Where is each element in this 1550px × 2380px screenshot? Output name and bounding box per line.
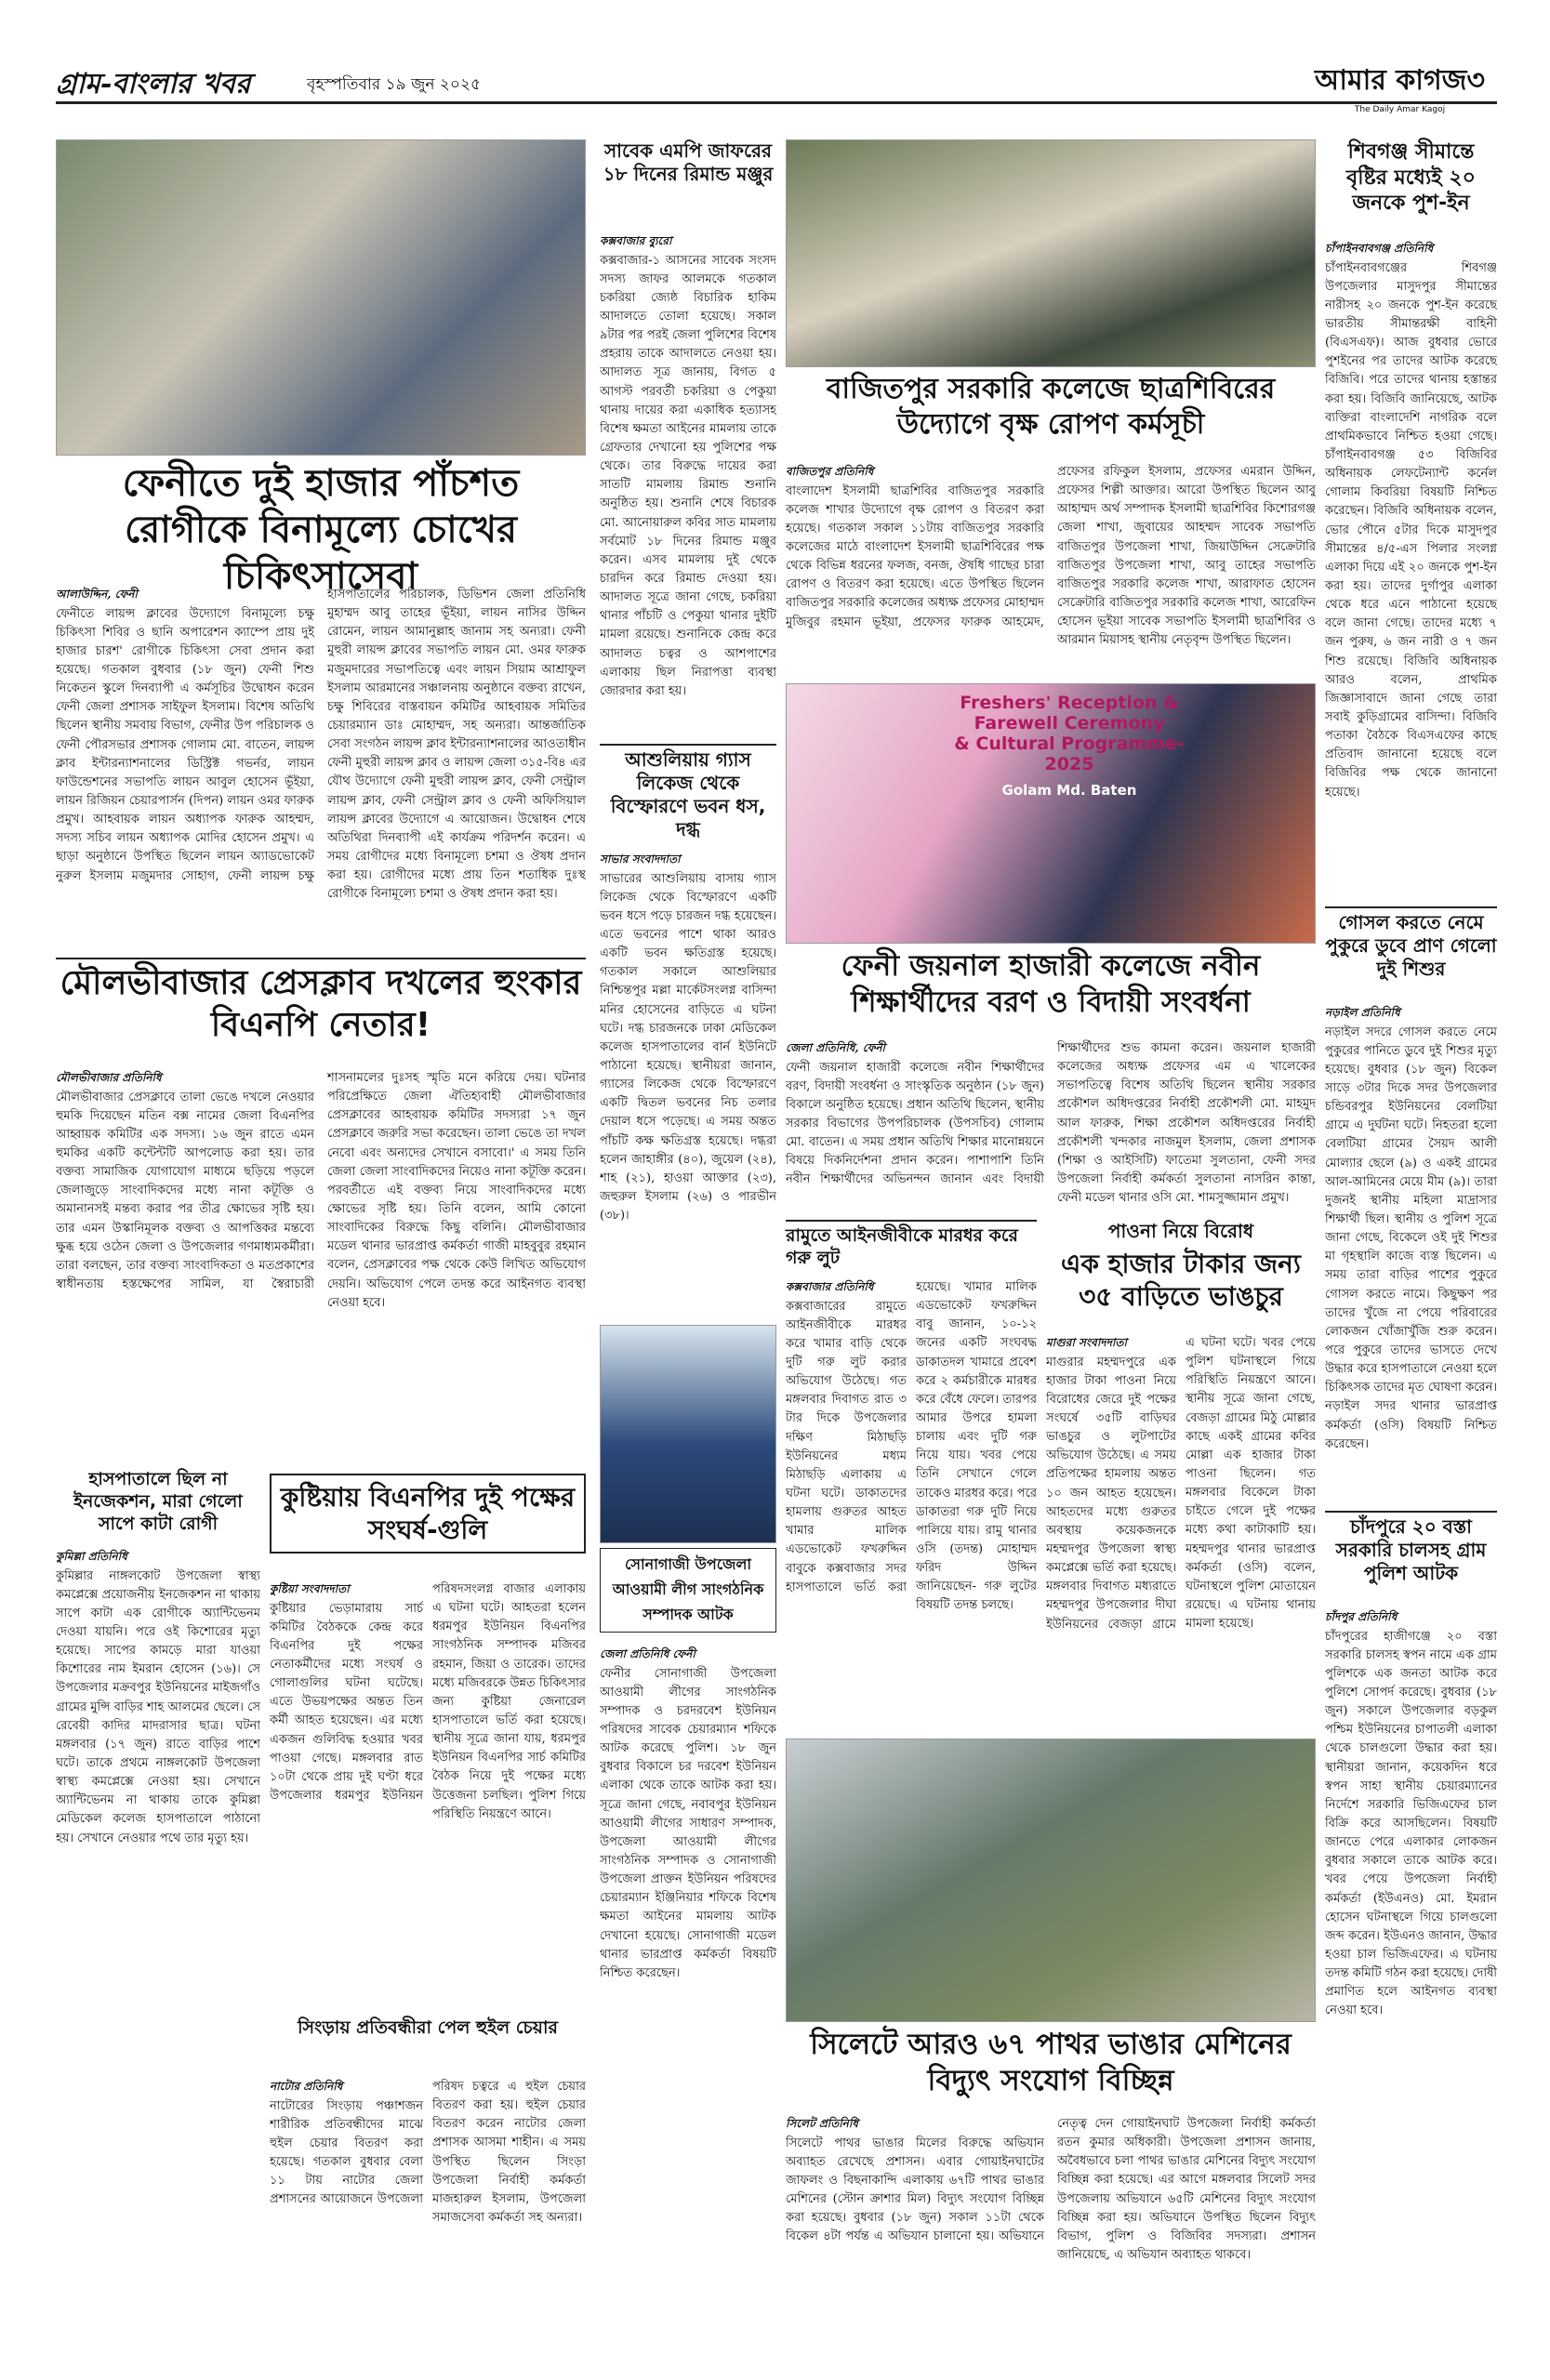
article-chandpur-rice bbox=[1325, 1608, 1497, 2324]
headline-moulvibazar-press: মৌলভীবাজার প্রেসক্লাব দখলের হুংকার বিএনপি নেতার! bbox=[60, 964, 582, 1044]
photo-eye-camp bbox=[56, 139, 586, 456]
headline-ramu-cattle: রামুতে আইনজীবীকে মারধর করে গরু লুট bbox=[786, 1225, 1018, 1268]
headline-feni-eye-camp: ফেনীতে দুই হাজার পাঁচশত রোগীকে বিনামূল্যে চোখের চিকিৎসাসেবা bbox=[122, 462, 520, 598]
byline: সিলেট প্রতিনিধি bbox=[786, 2117, 858, 2130]
article-snakebite bbox=[56, 1548, 260, 2324]
headline-feni-college: ফেনী জয়নাল হাজারী কলেজে নবীন শিক্ষার্থীদের বরণ ও বিদায়ী সংবর্ধনা bbox=[841, 949, 1261, 1019]
byline: সাভার সংবাদদাতা bbox=[600, 853, 681, 866]
headline-kushtia-bnp: কুষ্টিয়ায় বিএনপির দুই পক্ষের সংঘর্ষ-গুলি bbox=[270, 1474, 586, 1554]
headline-singra: সিংড়ায় প্রতিবন্ধীরা পেল হুইল চেয়ার bbox=[298, 2017, 558, 2038]
photo-portrait bbox=[600, 1325, 776, 1543]
headline-jafar-remand: সাবেক এমপি জাফরের ১৮ দিনের রিমান্ড মঞ্জুর bbox=[603, 139, 774, 185]
issue-date: বৃহস্পতিবার ১৯ জুন ২০২৫ bbox=[307, 75, 482, 94]
article-ramu-cattle bbox=[786, 1278, 1037, 1734]
byline: জেলা প্রতিনিধি ফেনী bbox=[600, 1647, 696, 1660]
divider bbox=[600, 744, 776, 746]
article-body: চাঁদপুরের হাজীগঞ্জে ২০ বস্তা সরকারি চালসহ স্বপন নামে এক গ্রাম পুলিশকে এক জনতা আটক করে পুলিশে সোপর্দ করেছে। বুধবার (১৮ জুন) সকালে উপজেলার বড়কুল পশ্চিম ইউনিয়নের চাপাতলী এলাকা থেকে চালগুলো উদ্ধার করা হয়। স্থানীয়রা জানান, কয়েকদিন ধরে স্বপন সাহা স্থানীয় চেয়ারম্যানের নির্দেশে সরকারি ভিজিএফের চাল বিক্রি করে আসছিলেন। বিষয়টি জানতে পেরে এলাকার লোকজন বুধবার সকালে তাকে আটক করে। খবর পেয়ে উপজেলা নির্বাহী কর্মকর্তা (ইউএনও) মো. ইমরান হোসেন ঘটনাস্থলে গিয়ে চালগুলো জব্দ করেন। ইউএনও জানান, উদ্ধার হওয়া চাল ভিজিএফের। এ ঘটনায় তদন্ত কমিটি গঠন করা হয়েছে। দোষী প্রমাণিত হলে আইনগত ব্যবস্থা নেওয়া হবে। bbox=[1325, 1629, 1497, 2018]
headline-shibganj-pushin: শিবগঞ্জ সীমান্তে বৃষ্টির মধ্যেই ২০ জনকে পুশ-ইন bbox=[1346, 140, 1476, 215]
banner-line2: & Cultural Programme-2025 bbox=[954, 734, 1185, 774]
article-jafar-remand bbox=[600, 232, 776, 739]
article-body: নাটোরের সিংড়ায় পঞ্চাশজন শারীরিক প্রতিবন্ধীদের মাঝে হুইল চেয়ার বিতরণ করা হয়েছে। গতকাল বুধবার বেলা ১১ টায় নাটোর জেলা প্রশাসনের আয়োজনে উপজেলা পরিষদ চত্বরে এ হুইল চেয়ার বিতরণ করা হয়। হুইল চেয়ার বিতরণ করেন নাটোর জেলা প্রশাসক আসমা শাহীন। এ সময় উপস্থিত ছিলেন সিংড়া উপজেলা নির্বাহী কর্মকর্তা মাজহারুল ইসলাম, উপজেলা সমাজসেবা কর্মকর্তা সহ অন্যরা। bbox=[270, 2080, 586, 2225]
article-sylhet-crusher bbox=[786, 2115, 1316, 2324]
article-kushtia-bnp bbox=[270, 1580, 586, 2013]
divider bbox=[1325, 906, 1497, 908]
article-shibganj-pushin bbox=[1325, 240, 1497, 900]
masthead-logo: আমার কাগজ৩ The Daily Amar Kagoj bbox=[1314, 64, 1485, 114]
headline-magura: এক হাজার টাকার জন্য ৩৫ বাড়িতে ভাঙচুর bbox=[1061, 1249, 1301, 1312]
byline: কুমিল্লা প্রতিনিধি bbox=[56, 1550, 127, 1563]
divider bbox=[786, 1220, 1037, 1222]
byline: বাজিতপুর প্রতিনিধি bbox=[786, 465, 874, 478]
article-body: চাঁপাইনবাবগঞ্জের শিবগঞ্জ উপজেলার মাসুদপুর সীমান্তের নারীসহ ২০ জনকে পুশ-ইন করেছে ভারতীয় সীমান্তরক্ষী বাহিনী (বিএসএফ)। আজ বুধবার ভোরে পুশইনের পর তাদের আটক করেছে বিজিবি। পরে তাদের থানায় হস্তান্তর করা হয়। বিজিবি জানিয়েছে, আটক ব্যক্তিরা বাংলাদেশি নাগরিক বলে প্রাথমিকভাবে নিশ্চিত হওয়া গেছে। চাঁপাইনবাবগঞ্জ ৫৩ বিজিবির অধিনায়ক লেফটেন্যান্ট কর্নেল গোলাম কিবরিয়া বিষয়টি নিশ্চিত করেছেন। বিজিবি অধিনায়ক বলেন, ভোর পৌনে ৫টার দিকে মাসুদপুর সীমান্তের ৪/৫-এস পিলার সংলগ্ন এলাকা দিয়ে এই ২০ জনকে পুশ-ইন করা হয়। তাদের দুর্গাপুর এলাকা থেকে ধরে এনে পাঠানো হয়েছে বলে জানা গেছে। তাদের মধ্যে ৭ জন পুরুষ, ৬ জন নারী ও ৭ জন শিশু রয়েছে। বিজিবি অধিনায়ক আরও বলেন, প্রাথমিক জিজ্ঞাসাবাদে জানা গেছে তারা সবাই কুড়িগ্রামের বাসিন্দা। বিজিবি পতাকা বৈঠকে বিএসএফের কাছে প্রতিবাদ জানানো হয়েছে বলে বিজিবির পক্ষ থেকে জানানো হয়েছে। bbox=[1325, 260, 1497, 800]
headline-ashulia-gas: আশুলিয়ায় গ্যাস লিকেজ থেকে বিস্ফোরণে ভবন ধস, দগ্ধ bbox=[610, 748, 766, 840]
article-moulvibazar-press bbox=[56, 1069, 586, 1464]
banner-text bbox=[930, 693, 1209, 799]
article-sonagazi bbox=[600, 1646, 776, 2324]
photo-sylhet-drive bbox=[786, 1739, 1316, 2022]
byline: মৌলভীবাজার প্রতিনিধি bbox=[56, 1071, 162, 1084]
byline: কক্সবাজার প্রতিনিধি bbox=[786, 1280, 874, 1293]
article-feni-college bbox=[786, 1039, 1316, 1216]
byline: জেলা প্রতিনিধি, ফেনী bbox=[786, 1041, 885, 1054]
article-bajitpur-tree bbox=[786, 463, 1316, 654]
article-singra bbox=[270, 2078, 586, 2324]
article-body: কক্সবাজারের রামুতে আইনজীবীকে মারধর করে খামার বাড়ি থেকে দুটি গরু লুট করার অভিযোগ উঠেছে। গত মঙ্গলবার দিবাগত রাত ৩ টার দিকে উপজেলার দক্ষিণ মিঠাছড়ি ইউনিয়নের মধ্যম মিঠাছড়ি এলাকায় এ ঘটনা ঘটে। ডাকাতদের হামলায় গুরুতর আহত খামার মালিক এডভোকেট ফখরুদ্দিন বাবুকে কক্সবাজার সদর হাসপাতালে ভর্তি করা হয়েছে। খামার মালিক এডভোকেট ফখরুদ্দিন বাবু জানান, ১০-১২ জনের একটি সংঘবদ্ধ ডাকাতদল খামারে প্রবেশ করে ২ কর্মচারীকে মারধর করে বেঁধে ফেলে। তারপর আমার উপরে হামলা চালায় এবং দুটি গরু নিয়ে যায়। খবর পেয়ে তিনি সেখানে গেলে তাকেও মারধর করে। পরে ডাকাতরা গরু দুটি নিয়ে পালিয়ে যায়। রামু থানার ওসি (তদন্ত) মোহাম্মদ ফরিদ উদ্দিন জানিয়েছেন- গরু লুটের বিষয়টি তদন্ত চলছে। bbox=[786, 1280, 1037, 1613]
article-body: নড়াইল সদরে গোসল করতে নেমে পুকুরের পানিতে ডুবে দুই শিশুর মৃত্যু হয়েছে। বুধবার (১৮ জুন) বিকেল সাড়ে ৩টার দিকে সদর উপজেলার চন্ডিবরপুর ইউনিয়নের বেলটিয়া গ্রামে এ দুর্ঘটনা ঘটে। নিহতরা হলো বেলটিয়া গ্রামের সৈয়দ আলী মোল্যার ছেলে (৯) ও একই গ্রামের আল-আমিনের মেয়ে মীম (৯)। তারা দুজনই স্থানীয় মহিলা মাদ্রাসার শিক্ষার্থী ছিল। স্থানীয় ও পুলিশ সূত্রে জানা গেছে, বিকেলে ওই দুই শিশুর মা গৃহস্থালি কাজে ব্যস্ত ছিলেন। এ সময় তারা বাড়ির পাশের পুকুরে গোসল করতে নামে। কিছুক্ষণ পর তাদের খুঁজে না পেয়ে পরিবারের লোকজন খোঁজাখুঁজি শুরু করেন। পরে পুকুরে তাদের ভাসতে দেখে উদ্ধার করে হাসপাতালে নেওয়া হলে চিকিৎসক তাদের মৃত ঘোষণা করেন। নড়াইল সদর থানার ভারপ্রাপ্ত কর্মকর্তা (ওসি) বিষয়টি নিশ্চিত করেছেন। bbox=[1325, 1025, 1497, 1451]
article-body: কক্সবাজার-১ আসনের সাবেক সংসদ সদস্য জাফর আলমকে গতকাল চকরিয়া জ্যেষ্ঠ বিচারিক হাকিম আদালতে তোলা হয়েছে। সকাল ৯টার পর পরই জেলা পুলিশের বিশেষ প্রহরায় তাকে আদালতে নেওয়া হয়। আদালত সূত্র জানায়, বিগত ৫ আগস্ট পরবর্তী চকরিয়া ও পেকুয়া থানায় দায়ের করা একাধিক হত্যাসহ বিশেষ ক্ষমতা আইনের মামলায় তাকে গ্রেফতার দেখানো হয় পুলিশের পক্ষ থেকে। তার বিরুদ্ধে দায়ের করা সাতটি মামলায় রিমান্ড শুনানি অনুষ্ঠিত হয়। শুনানি শেষে বিচারক মো. আনোয়ারুল কবির সাত মামলায় সর্বমোট ১৮ দিনের রিমান্ড মঞ্জুর করেন। এসব মামলায় দুই থেকে চারদিন করে রিমান্ড দেওয়া হয়। আদালত সূত্রে জানা গেছে, চকরিয়া থানার পাঁচটি ও পেকুয়া থানার দুইটি মামলা রয়েছে। শুনানিকে কেন্দ্র করে আদালত চত্বর ও আশপাশের এলাকায় ছিল নিরাপত্তা ব্যবস্থা জোরদার করা হয়। bbox=[600, 253, 776, 698]
article-body: ফেনীর সোনাগাজী উপজেলা আওয়ামী লীগের সাংগঠনিক সম্পাদক ও চরদরবেশ ইউনিয়ন পরিষদের সাবেক চেয়ারম্যান শফিকে আটক করেছে পুলিশ। ১৮ জুন বুধবার বিকালে চর দরবেশ ইউনিয়ন এলাকা থেকে তাকে আটক করা হয়। সূত্রে জানা গেছে, নবাবপুর ইউনিয়ন আওয়ামী লীগের সাধারণ সম্পাদক, উপজেলা আওয়ামী লীগের সাংগঠনিক সম্পাদক ও সোনাগাজী উপজেলা প্রাক্তন ইউনিয়ন পরিষদের চেয়ারম্যান ইঞ্জিনিয়ার শফিকে বিশেষ ক্ষমতা আইনের মামলায় আটক দেখানো হয়েছে। সোনাগাজী মডেল থানার ভারপ্রাপ্ত কর্মকর্তা বিষয়টি নিশ্চিত করেছেন। bbox=[600, 1666, 776, 1980]
byline: কুষ্টিয়া সংবাদদাতা bbox=[270, 1582, 350, 1595]
article-body: বাংলাদেশ ইসলামী ছাত্রশিবির বাজিতপুর সরকারি কলেজ শাখার উদ্যোগে বৃক্ষ রোপণ ও বিতরণ করা হয়েছে। গতকাল সকাল ১১টায় বাজিতপুর সরকারি কলেজের মাঠে বাংলাদেশ ইসলামী ছাত্রশিবিরের পক্ষ থেকে বিভিন্ন ধরনের ফলজ, বনজ, ঔষধি গাছের চারা রোপণ ও বিতরণ করা হয়েছে। এতে উপস্থিত ছিলেন বাজিতপুর সরকারি কলেজের অধ্যক্ষ প্রফেসর মোহাম্মদ মুজিবুর রহমান ভূইয়া, প্রফেসর ফারুক আহমেদ, প্রফেসর রফিকুল ইসলাম, প্রফেসর এমরান উদ্দিন, প্রফেসর শিল্পী আক্তার। আরো উপস্থিত ছিলেন আবু আহাম্মদ অর্থ সম্পাদক ইসলামী ছাত্রশিবির কিশোরগঞ্জ জেলা শাখা, জুবায়ের আহম্মদ সাবেক সভাপতি বাজিতপুর উপজেলা শাখা, জিয়াউদ্দিন সেক্রেটারি বাজিতপুর উপজেলা শাখা, আবু তাহের সভাপতি বাজিতপুর সরকারি কলেজ শাখা, আরাফাত হোসেন সেক্রেটারি বাজিতপুর সরকারি কলেজ শাখা, আরেফিন হোসেন ভূইয়া সাবেক সভাপতি ইসলামী ছাত্রশিবির ও আরমান মিয়াসহ স্থানীয় নেতৃবৃন্দ উপস্থিত ছিলেন। bbox=[786, 465, 1316, 648]
byline: চাঁদপুর প্রতিনিধি bbox=[1325, 1610, 1398, 1623]
byline: মাগুরা সংবাদদাতা bbox=[1046, 1336, 1127, 1349]
article-magura bbox=[1046, 1334, 1316, 1734]
page-header bbox=[56, 56, 1497, 104]
headline-snakebite: হাসপাতালে ছিল না ইনজেকশন, মারা গেলো সাপে কাটা রোগী bbox=[73, 1469, 243, 1534]
banner-speaker: Golam Md. Baten bbox=[1001, 782, 1137, 799]
article-ashulia-gas bbox=[600, 851, 776, 1320]
article-body: ফেনী জয়নাল হাজারী কলেজে নবীন শিক্ষার্থীদের বরণ, বিদায়ী সংবর্ধনা ও সাংস্কৃতিক অনুষ্ঠান (১৮ জুন) বিকালে অনুষ্ঠিত হয়েছে। প্রধান অতিথি ছিলেন, স্থানীয় সরকার বিভাগের উপপরিচালক (উপসচিব) গোলাম মো. বাতেন। এ সময় প্রধান অতিথি শিক্ষার মানোন্নয়নে বিষয়ে দিকনির্দেশনা প্রদান করেন। পাশাপাশি তিনি নবীন শিক্ষার্থীদের অভিনন্দন জানান এবং বিদায়ী শিক্ষার্থীদের শুভ কামনা করেন। জয়নাল হাজারী কলেজের অধ্যক্ষ প্রফেসর এম এ খালেকের সভাপতিত্বে বিশেষ অতিথি ছিলেন স্থানীয় সরকার প্রকৌশল অধিদপ্তরের নির্বাহী প্রকৌশলী মো. মাহমুদ আল ফারুক, শিক্ষা প্রকৌশল অধিদপ্তরের নির্বাহী প্রকৌশলী খন্দকার নাজমুল ইসলাম, জেলা প্রশাসক (শিক্ষা ও আইসিটি) ফাতেমা সুলতানা, ফেনী সদর উপজেলা নির্বাহী কর্মকর্তা সুলতানা নাসরিন কান্তা, ফেনী মডেল থানার ওসি মো. শামসুজ্জামান প্রমুখ। bbox=[786, 1041, 1316, 1206]
byline: চাঁপাইনবাবগঞ্জ প্রতিনিধি bbox=[1325, 242, 1434, 255]
article-body: ফেনীতে লায়ন্স ক্লাবের উদ্যোগে বিনামূল্যে চক্ষু চিকিৎসা শিবির ও ছানি অপারেশন ক্যাম্পে প্রায় দুই হাজার চারশ' রোগীকে চিকিৎসা সেবা প্রদান করা হয়েছে। গতকাল বুধবার (১৮ জুন) ফেনী শিশু নিকেতন স্কুলে দিনব্যাপী এ কর্মসূচির উদ্বোধন করেন ফেনী জেলা প্রশাসক সাইফুল ইসলাম। বিশেষ অতিথি ছিলেন স্থানীয় সমবায় বিভাগ, ফেনীর উপ পরিচালক ও ফেনী পৌরসভার প্রশাসক গোলাম মো. বাতেন, লায়ন্স ক্লাব ইন্টারন্যাশনালের ডিস্ট্রিক্ট গভর্নর, লায়ন ফাউন্ডেশনের সভাপতি লায়ন আবুল হোসেন ভূঁইয়া, লায়ন রিজিয়ন চেয়ারপার্সন (দিপন) লায়ন ওমর ফারুক প্রমুখ। আহবায়ক লায়ন অধ্যাপক ফারুক আহম্মদ, সদস্য সচিব লায়ন অধ্যাপক মোদির হোসেন প্রমুখ। এ ছাড়া অনুষ্ঠানে উপস্থিত ছিলেন লায়ন অ্যাডভোকেট নুরুল ইসলাম মজুমদার সোহাগ, ফেনী লায়ন্স চক্ষু হাসপাতালের পরিচালক, ডিভিশন জেলা প্রতিনিধি মুহাম্মদ আবু তাহের ভূঁইয়া, লায়ন নাসির উদ্দিন রোমেন, লায়ন আমানুল্লাহ জানাম সহ অন্যরা। ফেনী মুহুরী লায়ন্স ক্লাবের সভাপতি লায়ন মো. ওমর ফারুক মজুমদারের সভাপতিত্বে এবং লায়ন সিয়াম আশ্রাফুল ইসলাম আরমানের সঞ্চালনায় অনুষ্ঠানে বক্তব্য রাখেন, চক্ষু শিবিরের বাস্তবায়ন কমিটির আহবায়ক সমিতির চেয়ারম্যান ডাঃ মোহাম্মদ, সহ অন্যরা। আন্তর্জাতিক সেবা সংগঠন লায়ন্স ক্লাব ইন্টারন্যাশনালের আওতাধীন ফেনী মুহুরী লায়ন্স ক্লাব ও লায়ন্স জেলা ৩১৫-বি৪ এর যৌথ উদ্যোগে ফেনী মুহুরী লায়ন্স ক্লাব, ফেনী সেন্ট্রাল লায়ন্স ক্লাব, ফেনী সেন্ট্রাল ক্লাব ও ফেনী অফিসিয়াল লায়ন্স ক্লাবের উদ্যোগে এ আয়োজন। উদ্বোধন শেষে অতিথিরা দিনব্যাপী এই কার্যক্রম পরিদর্শন করেন। এ সময় রোগীদের মধ্যে বিনামূল্যে চশমা ও ঔষধ প্রদান করা হয়। রোগীদের মধ্যে প্রায় তিন শতাধিক দুঃস্থ রোগীকে বিনামূল্যে চশমা ও ঔষধ প্রদান করা হয়। bbox=[56, 588, 586, 902]
banner-line1: Freshers' Reception & Farewell Ceremony bbox=[960, 693, 1179, 734]
photo-tree-planting bbox=[786, 139, 1316, 367]
article-body: সিলেটে পাথর ভাঙার মিলের বিরুদ্ধে অভিযান অব্যাহত রেখেছে প্রশাসন। এবার গোয়াইনঘাটের জাফলং ও বিছনাকান্দি এলাকায় ৬৭টি পাথর ভাঙার মেশিনের (স্টোন ক্রাশার মিল) বিদ্যুৎ সংযোগ বিচ্ছিন্ন করা হয়েছে। বুধবার (১৮ জুন) সকাল ১১টা থেকে বিকেল ৪টা পর্যন্ত এ অভিযান চালানো হয়। অভিযানে নেতৃত্ব দেন গোয়াইনঘাট উপজেলা নির্বাহী কর্মকর্তা রতন কুমার অধিকারী। উপজেলা প্রশাসন জানায়, অবৈধভাবে চলা পাথর ভাঙার মেশিনের বিদ্যুৎ সংযোগ বিচ্ছিন্ন করা হয়েছে। এর আগে মঙ্গলবার সিলেট সদর উপজেলায় অভিযানে ৬৫টি মেশিনের বিদ্যুৎ সংযোগ বিচ্ছিন্ন করা হয়। অভিযানে উপস্থিত ছিলেন বিদ্যুৎ বিভাগ, পুলিশ ও বিজিবির সদস্যরা। প্রশাসন জানিয়েছে, এ অভিযান অব্যাহত থাকবে। bbox=[786, 2117, 1316, 2262]
article-body: কুষ্টিয়ার ভেড়ামারায় সার্চ কমিটির বৈঠককে কেন্দ্র করে বিএনপির দুই পক্ষের নেতাকর্মীদের মধ্যে সংঘর্ষ ও গোলাগুলির ঘটনা ঘটেছে। এতে উভয়পক্ষের অন্তত তিন কর্মী আহত হয়েছেন। এর মধ্যে একজন গুলিবিদ্ধ হওয়ার খবর পাওয়া গেছে। মঙ্গলবার রাত ১০টা থেকে প্রায় দুই ঘণ্টা ধরে উপজেলার ধরমপুর ইউনিয়ন পরিষদসংলগ্ন বাজার এলাকায় এ ঘটনা ঘটে। আহতরা হলেন ধরমপুর ইউনিয়ন বিএনপির সাংগঠনিক সম্পাদক মজিবর রহমান, জিয়া ও তারেক। তাদের মধ্যে মজিবরকে উন্নত চিকিৎসার জন্য কুষ্টিয়া জেনারেল হাসপাতালে ভর্তি করা হয়েছে। স্থানীয় সূত্রে জানা যায়, ধরমপুর ইউনিয়ন বিএনপির সার্চ কমিটির বৈঠক নিয়ে দুই পক্ষের মধ্যে উত্তেজনা চলছিল। পুলিশ গিয়ে পরিস্থিতি নিয়ন্ত্রণে আনে। bbox=[270, 1582, 586, 1821]
divider bbox=[1325, 1511, 1497, 1513]
headline-chandpur-rice: চাঁদপুরে ২০ বস্তা সরকারি চালসহ গ্রাম পুলিশ আটক bbox=[1335, 1515, 1487, 1584]
headline-bajitpur-tree: বাজিতপুর সরকারি কলেজে ছাত্রশিবিরের উদ্যোগে বৃক্ষ রোপণ কর্মসূচী bbox=[826, 373, 1276, 441]
section-title: গ্রাম-বাংলার খবর bbox=[56, 68, 251, 100]
article-body: সাভারের আশুলিয়ায় বাসায় গ্যাস লিকেজ থেকে বিস্ফোরণে একটি ভবন ধসে পড়ে চারজন দগ্ধ হয়েছেন। এতে ভবনের পাশে থাকা আরও একটি ভবন ক্ষতিগ্রস্ত হয়েছে। গতকাল সকালে আশুলিয়ার নিশ্চিন্তপুর মল্লা মার্কেটসংলগ্ন বাসিন্দা মনির হোসেনের বাড়িতে এ ঘটনা ঘটে। দগ্ধ চারজনকে ঢাকা মেডিকেল কলেজ হাসপাতালের বার্ন ইউনিটে পাঠানো হয়েছে। স্থানীয়রা জানান, গ্যাসের লিকেজ থেকে বিস্ফোরণে একটি দ্বিতল ভবনের নিচ তলার দেয়াল ধসে পড়েছে। এ সময় অন্তত পাঁচটি কক্ষ ক্ষতিগ্রস্ত হয়েছে। দগ্ধরা হলেন জাহাঙ্গীর (৪০), জুয়েল (২৪), শাহ (২১), হাওয়া আক্তার (২৩), জহুরুল ইসলাম (২৬) ও পারভীন (৩৮)। bbox=[600, 871, 776, 1223]
article-feni-eye-camp bbox=[56, 586, 586, 953]
article-body: মাগুরার মহম্মদপুরে এক হাজার টাকা পাওনা নিয়ে বিরোধের জেরে দুই পক্ষের সংঘর্ষে ৩৫টি বাড়িঘর ভাঙচুর ও লুটপাটের অভিযোগ উঠেছে। এ সময় প্রতিপক্ষের হামলায় অন্তত ১০ জন আহত হয়েছেন। আহতদের মধ্যে গুরুতর অবস্থায় কয়েকজনকে মহম্মদপুর উপজেলা স্বাস্থ্য কমপ্লেক্সে ভর্তি করা হয়েছে। মঙ্গলবার দিবাগত মধ্যরাতে মহম্মদপুর উপজেলার দীঘা ইউনিয়নের বেজড়া গ্রামে এ ঘটনা ঘটে। খবর পেয়ে পুলিশ ঘটনাস্থলে গিয়ে পরিস্থিতি নিয়ন্ত্রণে আনে। স্থানীয় সূত্রে জানা গেছে, বেজড়া গ্রামের মিঠু মোল্লার কাছে একই গ্রামের কবির মোল্লা এক হাজার টাকা পাওনা ছিলেন। গত মঙ্গলবার বিকেলে টাকা চাইতে গেলে দুই পক্ষের মধ্যে কথা কাটাকাটি হয়। মহম্মদপুর থানার ভারপ্রাপ্ত কর্মকর্তা (ওসি) বলেন, ঘটনাস্থলে পুলিশ মোতায়েন রয়েছে। এ ঘটনায় থানায় মামলা হয়েছে। bbox=[1046, 1336, 1316, 1632]
byline: নাটোর প্রতিনিধি bbox=[270, 2080, 343, 2093]
headline-sylhet-crusher: সিলেটে আরও ৬৭ পাথর ভাঙার মেশিনের বিদ্যুৎ সংযোগ বিচ্ছিন্ন bbox=[810, 2028, 1292, 2097]
byline: কক্সবাজার ব্যুরো bbox=[600, 234, 672, 247]
headline-sonagazi: সোনাগাজী উপজেলা আওয়ামী লীগ সাংগঠনিক সম্পাদক আটক bbox=[600, 1548, 776, 1633]
article-body: কুমিল্লার নাঙ্গলকোট উপজেলা স্বাস্থ্য কমপ্লেক্সে প্রয়োজনীয় ইনজেকশন না থাকায় সাপে কাটা এক রোগীকে অ্যান্টিভেনম দেওয়া যায়নি। পরে ওই কিশোরের মৃত্যু হয়েছে। সাপের কামড়ে মারা যাওয়া কিশোরের নাম ইমরান হোসেন (১৬)। সে উপজেলার মক্রবপুর ইউনিয়নের মাইজগাঁও গ্রামের মুন্সি বাড়ির শাহ আলমের ছেলে। সে রেবেয়ী কাদির মাদরাসার ছাত্র। ঘটনা মঙ্গলবার (১৭ জুন) রাতে বাড়ির পাশে ঘটে। তাকে প্রথমে নাঙ্গলকোট উপজেলা স্বাস্থ্য কমপ্লেক্সে নেওয়া হয়। সেখানে অ্যান্টিভেনম না থাকায় তাকে কুমিল্লা মেডিকেল কলেজ হাসপাতালে পাঠানো হয়। সেখানে নেওয়ার পথে তার মৃত্যু হয়। bbox=[56, 1568, 260, 1845]
byline: আলাউদ্দিন, ফেনী bbox=[56, 588, 138, 601]
byline: নড়াইল প্রতিনিধি bbox=[1325, 1006, 1400, 1019]
headline-narail-drowning: গোসল করতে নেমে পুকুরে ডুবে প্রাণ গেলো দুই শিশুর bbox=[1325, 911, 1497, 980]
article-narail-drowning bbox=[1325, 1004, 1497, 1506]
divider bbox=[56, 958, 586, 959]
article-body: মৌলভীবাজার প্রেসক্লাবে তালা ভেঙে দখলে নেওয়ার হুমকি দিয়েছেন মতিন বক্স নামের জেলা বিএনপির আহ্বায়ক কমিটির এক সদস্য। ১৬ জুন রাতে এমন হুমকির একটি কন্টেন্টটি আপলোড করা হয়। তার বক্তব্য সামাজিক যোগাযোগ মাধ্যমে ছড়িয়ে পড়লে জেলাজুড়ে সাংবাদিকদের মধ্যে নানা কটূক্তি ও অমানানসই মন্তব্য করার পর তীব্র ক্ষোভের সৃষ্টি হয়। তার এমন উস্কানিমূলক বক্তব্য ও আপত্তিকর মন্তব্যে ক্ষুব্ধ হয়ে ওঠেন জেলা ও উপজেলার গণমাধ্যমকর্মীরা। তারা বলছেন, তার বক্তব্য সাংবাদিকতা ও মতপ্রকাশের স্বাধীনতায় হস্তক্ষেপের সামিল, যা স্বৈরাচারী শাসনামলের দুঃসহ স্মৃতি মনে করিয়ে দেয়। ঘটনার পরিপ্রেক্ষিতে জেলা ঐতিহ্যবাহী মৌলভীবাজার প্রেসক্লাবের আহবায়ক কমিটির সদস্যরা ১৭ জুন প্রেসক্লাবে জরুরি সভা করেছেন। তালা ভেঙে তা দখল নেবো এবং অন্যদের সেখানে বসাবো।' এ সময় তিনি জেলা জেলা সাংবাদিকদের নিয়েও নানা কটূক্তি করেন। পরবর্তীতে এই বক্তব্য নিয়ে সাংবাদিকদের মধ্যে ক্ষোভের সৃষ্টি হয়। তিনি বলেন, আমি কোনো সাংবাদিকের বিরুদ্ধে কিছু বলিনি। মৌলভীবাজার মডেল থানার ভারপ্রাপ্ত কর্মকর্তা গাজী মাহবুবুর রহমান বলেন, প্রেসক্লাবের পক্ষ থেকে কেউ লিখিত অভিযোগ দেয়নি। অভিযোগ পেলে তদন্ত করে আইনগত ব্যবস্থা নেওয়া হবে। bbox=[56, 1071, 586, 1310]
kicker-magura: পাওনা নিয়ে বিরোধ bbox=[1107, 1220, 1254, 1242]
